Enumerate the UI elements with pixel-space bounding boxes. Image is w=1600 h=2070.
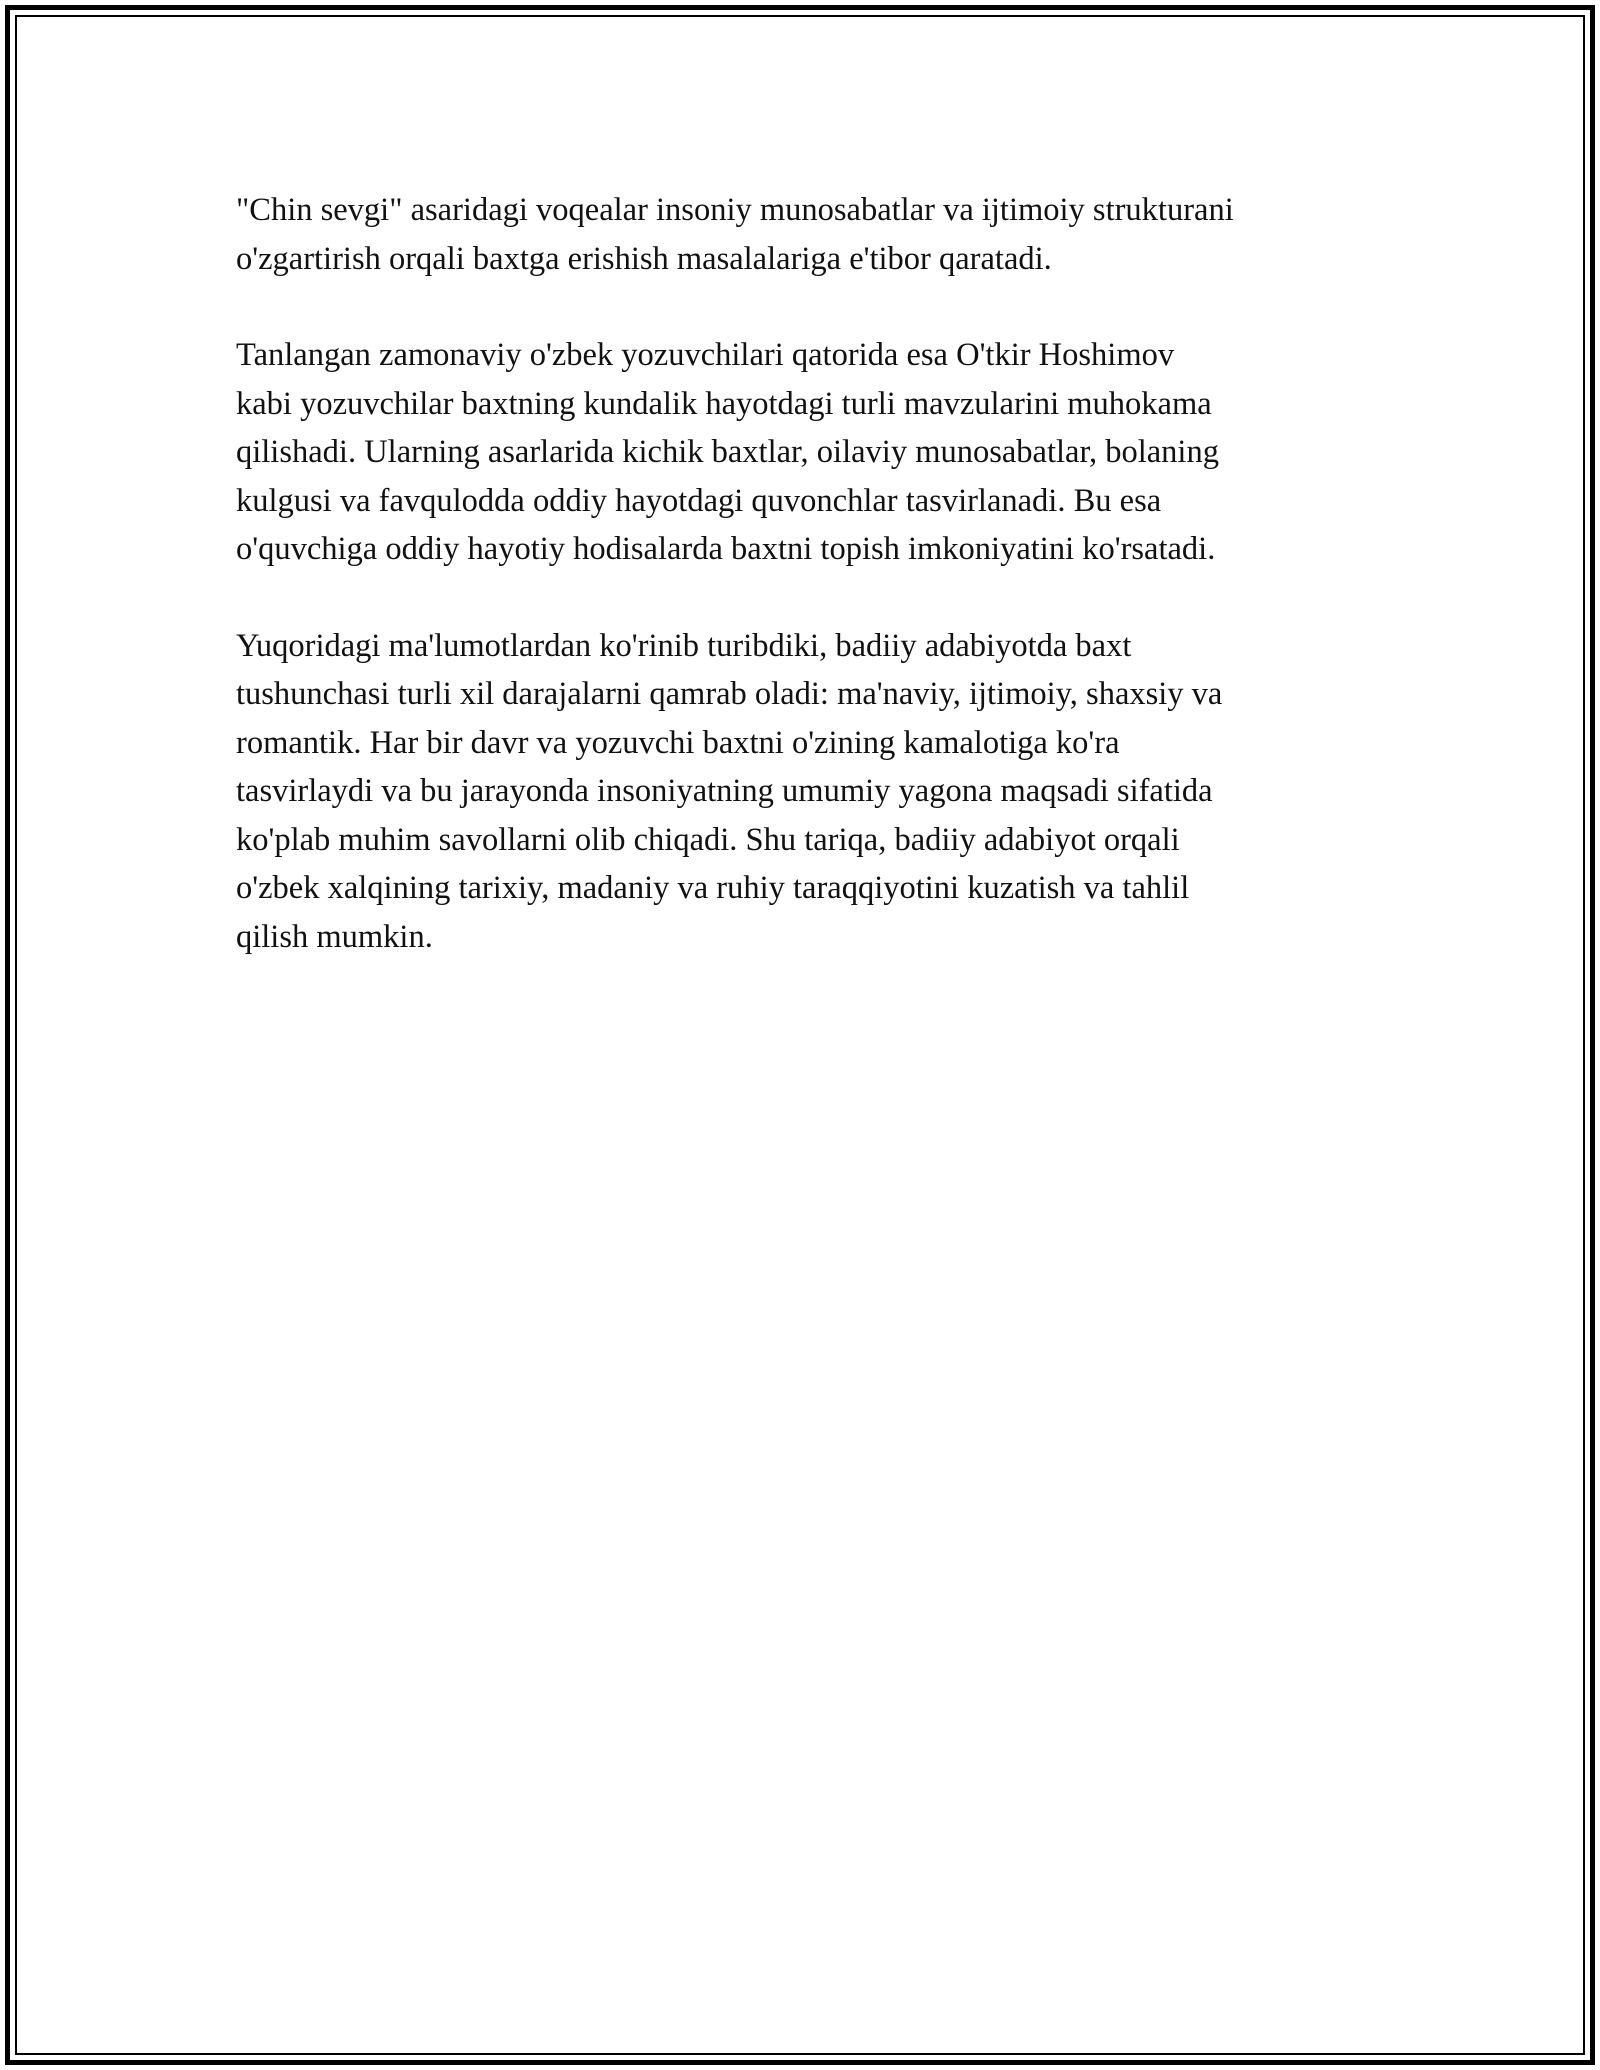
text-line: ko'plab muhim savollarni olib chiqadi. Shu tariqa, badiiy adabiyot orqali <box>236 821 1180 858</box>
text-line: tasvirlaydi va bu jarayonda insoniyatning umumiy yagona maqsadi sifatida <box>236 773 1213 809</box>
paragraph-2 <box>236 331 1376 574</box>
text-line: o'quvchiga oddiy hayotiy hodisalarda baxtni topish imkoniyatini ko'rsatadi. <box>236 531 1216 567</box>
text-line: qilishadi. Ularning asarlarida kichik baxtlar, oilaviy munosabatlar, bolaning <box>236 434 1219 470</box>
document-body <box>236 186 1376 1009</box>
text-line: romantik. Har bir davr va yozuvchi baxtni o'zining kamalotiga ko'ra <box>236 724 1120 761</box>
text-line: o'zgartirish orqali baxtga erishish masalalariga e'tibor qaratadi. <box>236 240 1052 277</box>
text-line: Tanlangan zamonaviy o'zbek yozuvchilari qatorida esa O'tkir Hoshimov <box>236 337 1175 373</box>
text-line: kulgusi va favqulodda oddiy hayotdagi quvonchlar tasvirlanadi. Bu esa <box>236 482 1162 519</box>
text-line: tushunchasi turli xil darajalarni qamrab oladi: ma'naviy, ijtimoiy, shaxsiy va <box>236 676 1223 712</box>
text-line: qilish mumkin. <box>236 918 433 955</box>
text-line: Yuqoridagi ma'lumotlardan ko'rinib turibdiki, badiiy adabiyotda baxt <box>236 627 1132 664</box>
paragraph-3 <box>236 622 1376 962</box>
paragraph-1 <box>236 186 1376 283</box>
text-line: kabi yozuvchilar baxtning kundalik hayotdagi turli mavzularini muhokama <box>236 385 1212 422</box>
text-line: "Chin sevgi" asaridagi voqealar insoniy munosabatlar va ijtimoiy strukturani <box>236 192 1234 228</box>
text-line: o'zbek xalqining tarixiy, madaniy va ruhiy taraqqiyotini kuzatish va tahlil <box>236 870 1190 906</box>
